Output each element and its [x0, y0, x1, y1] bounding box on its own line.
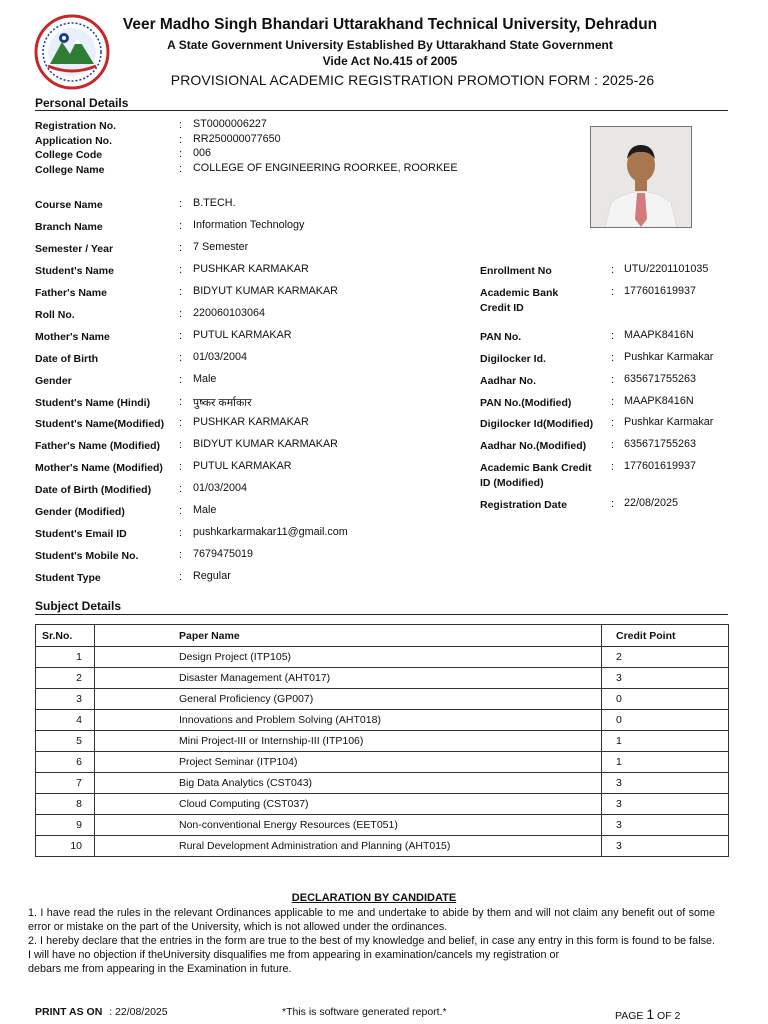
subject-details-heading: Subject Details — [35, 599, 122, 613]
field-mother-s-name-value: PUTUL KARMAKAR — [193, 329, 292, 341]
field-date-of-birth-colon: : — [179, 352, 183, 364]
subject-sr-no: 10 — [36, 836, 95, 857]
field-application-no-value: RR250000077650 — [193, 133, 281, 145]
field-student-s-email-id-colon: : — [179, 527, 183, 539]
field-student-s-name-modified-value: PUSHKAR KARMAKAR — [193, 416, 309, 428]
personal-details-heading: Personal Details — [35, 96, 129, 110]
subject-paper-name: Cloud Computing (CST037) — [95, 794, 602, 815]
field-mother-s-name-modified-colon: : — [179, 461, 183, 473]
field-student-s-mobile-no-label: Student's Mobile No. — [35, 550, 139, 562]
subject-sr-no: 1 — [36, 647, 95, 668]
field-father-s-name-modified-value: BIDYUT KUMAR KARMAKAR — [193, 438, 338, 450]
declaration-point-2-cont: debars me from appearing in the Examination in future. — [28, 963, 292, 975]
field-father-s-name-value: BIDYUT KUMAR KARMAKAR — [193, 285, 338, 297]
header-sr-no: Sr.No. — [36, 625, 95, 647]
field-pan-no-modified-label: PAN No.(Modified) — [480, 397, 572, 409]
print-date — [35, 1006, 168, 1018]
field-father-s-name-modified-colon: : — [179, 439, 183, 451]
field-semester-year-colon: : — [179, 242, 183, 254]
subject-sr-no: 7 — [36, 773, 95, 794]
field-registration-no-label: Registration No. — [35, 120, 117, 132]
field-student-type-label: Student Type — [35, 572, 101, 584]
table-row — [36, 815, 729, 836]
field-college-name-colon: : — [179, 163, 183, 175]
page-number: 1 — [646, 1006, 655, 1022]
field-digilocker-id-modified-colon: : — [611, 417, 615, 429]
field-application-no-colon: : — [179, 134, 183, 146]
field-gender-value: Male — [193, 373, 217, 385]
field-enrollment-no-value: UTU/2201101035 — [624, 263, 709, 275]
field-digilocker-id-modified-value: Pushkar Karmakar — [624, 416, 714, 428]
field-registration-date-label: Registration Date — [480, 499, 567, 511]
field-student-type-colon: : — [179, 571, 183, 583]
field-date-of-birth-modified-colon: : — [179, 483, 183, 495]
form-title: PROVISIONAL ACADEMIC REGISTRATION PROMOTION FORM : 2025-26 — [170, 72, 655, 88]
field-digilocker-id-value: Pushkar Karmakar — [624, 351, 714, 363]
field-academic-bank-credit-id-label: Academic Bank — [480, 287, 559, 299]
field-pan-no-colon: : — [611, 330, 615, 342]
subject-sr-no: 9 — [36, 815, 95, 836]
field-student-s-name-hindi-colon: : — [179, 396, 183, 408]
declaration-point-2: 2. I hereby declare that the entries in the form are true to the best of my knowledge and belief, in case any entry in this form is found to be false. I will have no objection if theUniversity disqualifies me from appearing in examination/cancels my registration or — [28, 935, 715, 961]
field-enrollment-no-colon: : — [611, 264, 615, 276]
field-branch-name-value: Information Technology — [193, 219, 305, 231]
declaration-title: DECLARATION BY CANDIDATE — [291, 892, 457, 904]
subject-credit-point: 0 — [602, 710, 729, 731]
student-photo-image — [591, 127, 691, 227]
field-roll-no-label: Roll No. — [35, 309, 75, 321]
subject-paper-name: General Proficiency (GP007) — [95, 689, 602, 710]
field-college-name-value: COLLEGE OF ENGINEERING ROORKEE, ROORKEE — [193, 162, 458, 174]
field-college-code-value: 006 — [193, 147, 212, 159]
subject-sr-no: 8 — [36, 794, 95, 815]
field-digilocker-id-colon: : — [611, 352, 615, 364]
page-prefix: PAGE — [615, 1010, 644, 1022]
field-pan-no-label: PAN No. — [480, 331, 522, 343]
field-aadhar-no-modified-value: 635671755263 — [624, 438, 697, 450]
subject-credit-point: 3 — [602, 794, 729, 815]
field-student-s-email-id-label: Student's Email ID — [35, 528, 127, 540]
field-mother-s-name-modified-value: PUTUL KARMAKAR — [193, 460, 292, 472]
field-semester-year-label: Semester / Year — [35, 243, 114, 255]
field-academic-bank-credit-id-modified-value: 177601619937 — [624, 460, 697, 472]
field-father-s-name-label: Father's Name — [35, 287, 107, 299]
field-gender-label: Gender — [35, 375, 72, 387]
subject-credit-point: 2 — [602, 647, 729, 668]
subject-credit-point: 3 — [602, 773, 729, 794]
field-semester-year-value: 7 Semester — [193, 241, 249, 253]
field-date-of-birth-label: Date of Birth — [35, 353, 98, 365]
declaration-text — [28, 906, 715, 976]
table-row — [36, 668, 729, 689]
field-gender-modified-colon: : — [179, 505, 183, 517]
header-paper-name: Paper Name — [95, 625, 602, 647]
field-registration-date-value: 22/08/2025 — [624, 497, 679, 509]
field-enrollment-no-label: Enrollment No — [480, 265, 552, 277]
field-student-s-name-label: Student's Name — [35, 265, 114, 277]
field-aadhar-no-value: 635671755263 — [624, 373, 697, 385]
field-mother-s-name-label: Mother's Name — [35, 331, 110, 343]
page-suffix: OF 2 — [657, 1010, 681, 1022]
field-pan-no-modified-value: MAAPK8416N — [624, 395, 694, 407]
field-course-name-value: B.TECH. — [193, 197, 236, 209]
field-academic-bank-credit-id-modified-colon: : — [611, 461, 615, 473]
subject-credit-point: 3 — [602, 668, 729, 689]
subject-credit-point: 0 — [602, 689, 729, 710]
field-academic-bank-credit-id-colon: : — [611, 286, 615, 298]
field-college-code-colon: : — [179, 148, 183, 160]
subject-paper-name: Design Project (ITP105) — [95, 647, 602, 668]
field-digilocker-id-modified-label: Digilocker Id(Modified) — [480, 418, 594, 430]
field-college-name-label: College Name — [35, 164, 105, 176]
subject-sr-no: 4 — [36, 710, 95, 731]
print-date-value: : 22/08/2025 — [109, 1006, 168, 1018]
subject-credit-point: 3 — [602, 836, 729, 857]
subject-sr-no: 3 — [36, 689, 95, 710]
field-student-s-name-colon: : — [179, 264, 183, 276]
field-gender-modified-label: Gender (Modified) — [35, 506, 125, 518]
field-student-s-mobile-no-colon: : — [179, 549, 183, 561]
subject-paper-name: Mini Project-III or Internship-III (ITP106) — [95, 731, 602, 752]
field-gender-modified-value: Male — [193, 504, 217, 516]
field-aadhar-no-modified-label: Aadhar No.(Modified) — [480, 440, 587, 452]
field-registration-no-colon: : — [179, 119, 183, 131]
software-note: *This is software generated report.* — [282, 1006, 447, 1018]
subject-table-body — [36, 647, 729, 857]
subject-credit-point: 3 — [602, 815, 729, 836]
personal-details-rule — [35, 110, 728, 111]
table-row — [36, 836, 729, 857]
field-student-s-mobile-no-value: 7679475019 — [193, 548, 254, 560]
university-logo — [34, 14, 110, 90]
field-pan-no-value: MAAPK8416N — [624, 329, 694, 341]
field-academic-bank-credit-id-label-line2: Credit ID — [480, 302, 524, 314]
field-mother-s-name-colon: : — [179, 330, 183, 342]
table-row — [36, 731, 729, 752]
subject-paper-name: Disaster Management (AHT017) — [95, 668, 602, 689]
subject-paper-name: Innovations and Problem Solving (AHT018) — [95, 710, 602, 731]
subject-paper-name: Big Data Analytics (CST043) — [95, 773, 602, 794]
field-digilocker-id-label: Digilocker Id. — [480, 353, 546, 365]
field-student-s-name-modified-label: Student's Name(Modified) — [35, 418, 165, 430]
field-student-s-name-modified-colon: : — [179, 417, 183, 429]
header-credit-point: Credit Point — [602, 625, 729, 647]
subject-paper-name: Project Seminar (ITP104) — [95, 752, 602, 773]
print-label: PRINT AS ON — [35, 1006, 103, 1018]
table-row — [36, 794, 729, 815]
subject-sr-no: 2 — [36, 668, 95, 689]
subject-credit-point: 1 — [602, 752, 729, 773]
table-row — [36, 689, 729, 710]
university-act: Vide Act No.415 of 2005 — [322, 54, 458, 68]
field-branch-name-colon: : — [179, 220, 183, 232]
field-branch-name-label: Branch Name — [35, 221, 103, 233]
field-father-s-name-modified-label: Father's Name (Modified) — [35, 440, 161, 452]
subject-sr-no: 6 — [36, 752, 95, 773]
student-photo — [590, 126, 692, 228]
field-aadhar-no-label: Aadhar No. — [480, 375, 537, 387]
field-date-of-birth-modified-value: 01/03/2004 — [193, 482, 248, 494]
field-academic-bank-credit-id-value: 177601619937 — [624, 285, 697, 297]
subject-sr-no: 5 — [36, 731, 95, 752]
field-mother-s-name-modified-label: Mother's Name (Modified) — [35, 462, 163, 474]
field-roll-no-value: 220060103064 — [193, 307, 266, 319]
table-row — [36, 647, 729, 668]
field-aadhar-no-colon: : — [611, 374, 615, 386]
field-student-s-email-id-value: pushkarkarmakar11@gmail.com — [193, 526, 348, 538]
field-student-s-name-hindi-value: पुष्कर कर्माकार — [193, 397, 252, 409]
table-row — [36, 773, 729, 794]
subject-table — [35, 624, 729, 857]
field-date-of-birth-modified-label: Date of Birth (Modified) — [35, 484, 152, 496]
university-subtitle: A State Government University Established By Uttarakhand State Government — [167, 38, 613, 52]
subject-credit-point: 1 — [602, 731, 729, 752]
field-student-type-value: Regular — [193, 570, 231, 582]
subject-table-header-row — [36, 625, 729, 647]
field-student-s-name-value: PUSHKAR KARMAKAR — [193, 263, 309, 275]
page-indicator — [615, 1006, 680, 1022]
declaration-point-1: 1. I have read the rules in the relevant Ordinances applicable to me and undertake to abide by them and will not claim any benefit out of some error or mistake on the part of the University, which is not allowed under the ordinances. — [28, 907, 715, 933]
field-registration-no-value: ST0000006227 — [193, 118, 267, 130]
field-father-s-name-colon: : — [179, 286, 183, 298]
field-pan-no-modified-colon: : — [611, 396, 615, 408]
university-name: Veer Madho Singh Bhandari Uttarakhand Technical University, Dehradun — [122, 16, 658, 33]
field-academic-bank-credit-id-modified-label: Academic Bank Credit — [480, 462, 592, 474]
subject-details-rule — [35, 614, 728, 615]
table-row — [36, 710, 729, 731]
subject-paper-name: Rural Development Administration and Planning (AHT015) — [95, 836, 602, 857]
field-roll-no-colon: : — [179, 308, 183, 320]
field-application-no-label: Application No. — [35, 135, 112, 147]
field-gender-colon: : — [179, 374, 183, 386]
field-college-code-label: College Code — [35, 149, 103, 161]
subject-paper-name: Non-conventional Energy Resources (EET051) — [95, 815, 602, 836]
field-course-name-colon: : — [179, 198, 183, 210]
field-registration-date-colon: : — [611, 498, 615, 510]
field-academic-bank-credit-id-modified-label-line2: ID (Modified) — [480, 477, 544, 489]
table-row — [36, 752, 729, 773]
field-course-name-label: Course Name — [35, 199, 103, 211]
field-student-s-name-hindi-label: Student's Name (Hindi) — [35, 397, 151, 409]
field-aadhar-no-modified-colon: : — [611, 439, 615, 451]
field-date-of-birth-value: 01/03/2004 — [193, 351, 248, 363]
